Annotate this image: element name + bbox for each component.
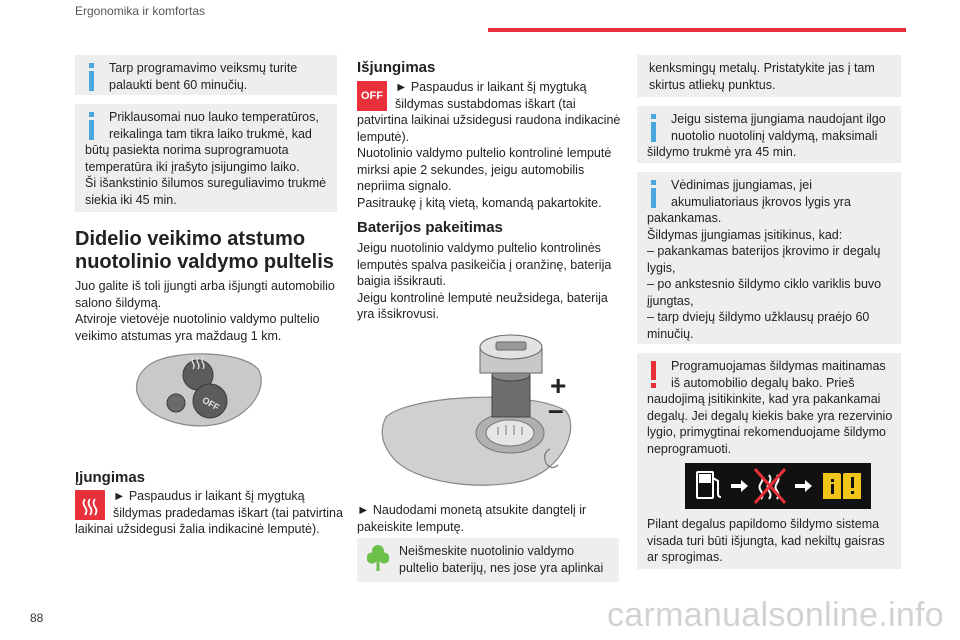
on-instruction: ► Paspaudus ir laikant šį mygtuką šildymas pradedamas iškart (tai patvirtina laikinai užsidegusi žalia indikacinė lemputė).: [75, 489, 343, 536]
battery-text: Jeigu nuotolinio valdymo pultelio kontrolinės lemputės spalva pasikeičia į oranžinę, baterija baigia išsikrauti. Jeigu kontrolinė lemputė neužsidega, baterija yra išsikrovusi.: [357, 241, 612, 321]
page-number: 88: [30, 611, 44, 625]
note-text: Priklausomai nuo lauko temperatūros, reikalinga tam tikra laiko trukmė, kad būtų pasiekta norima suprogramuota temperatūra iki įrašyto įsijungimo laiko.: [85, 110, 319, 174]
note-text: Programuojamas šildymas maitinamas iš automobilio degalų bako. Prieš naudojimą įsitikinkite, kad yra pakankamai degalų. Jei degalų kiekis bake yra rezervinio lygio, primygtinai rekomenduojame šildymo neprogramuoti.: [647, 359, 893, 456]
note-text: Šildymas įjungiamas įsitikinus, kad:: [647, 227, 843, 242]
subheading-off: Išjungimas: [357, 59, 436, 76]
info-note-ventilation: [637, 172, 901, 344]
manual-book-icon: [823, 473, 861, 499]
remote-intro: Juo galite iš toli įjungti arba išjungti automobilio salono šildymą. Atviroje vietovėje nuotolinio valdymo pultelio veikimo atstumas yra maždaug 1 km.: [75, 279, 335, 343]
note-text: Tarp programavimo veiksmų turite palaukti bent 60 minučių.: [109, 61, 298, 92]
off-instruction: OFF ► Paspaudus ir laikant šį mygtuką šildymas sustabdomas iškart (tai patvirtina laikinai užsidegusi raudona indikacinė lemputė). Nuotolinio valdymo pultelio kontrolinė lemputė mirksi apie 2 sekundes, jeigu automobilis nepriima signalo. Pasitraukę į kitą vietą, komandą pakartokite.: [357, 80, 621, 210]
note-text: Ši išankstinio šilumos sureguliavimo trukmė siekia iki 45 min.: [85, 176, 327, 207]
warning-note-fuel: [637, 353, 901, 569]
note-text: Pilant degalus papildomo šildymo sistema visada turi būti išjungta, kad nekiltų gaisras ar sprogimas.: [647, 517, 885, 564]
watermark: carmanualsonline.info: [606, 596, 944, 634]
battery-replacement-illustration: [380, 325, 580, 495]
info-icon: [85, 112, 99, 142]
note-text: kenksmingų metalų. Pristatykite jas į tam skirtus atliekų punktus.: [649, 61, 875, 92]
plus-sign: +: [550, 370, 567, 401]
heater-on-icon: [75, 490, 105, 520]
subheading-battery: Baterijos pakeitimas: [357, 219, 503, 236]
coin-instruction: ► Naudodami monetą atsukite dangtelį ir pakeiskite lemputę.: [357, 503, 587, 534]
fuel-pump-icon: [697, 472, 721, 498]
eco-note-batteries: [357, 538, 619, 582]
remote-off-label: OFF: [200, 394, 222, 413]
info-note-preheating: [75, 104, 337, 212]
warning-icon: [647, 361, 661, 391]
note-text: – po ankstesnio šildymo ciklo variklis buvo įjungtas,: [647, 277, 882, 308]
note-text: – pakankamas baterijos įkrovimo ir degalų lygis,: [647, 244, 881, 275]
header-accent-bar: [488, 28, 906, 32]
remote-control-illustration: [130, 345, 270, 430]
arrow-icon: [731, 480, 748, 492]
subheading-on: Įjungimas: [75, 469, 146, 486]
note-text: Jeigu sistema įjungiama naudojant ilgo nuotolio nuotolinį valdymą, maksimali šildymo trukmė yra 45 min.: [647, 112, 886, 159]
info-note-programming-wait: [75, 55, 337, 95]
note-text: – tarp dviejų šildymo užklausų praėjo 60 minučių.: [647, 310, 870, 341]
note-text: Neišmeskite nuotolinio valdymo pultelio baterijų, nes jose yra aplinkai: [399, 544, 604, 575]
note-text: Vėdinimas įjungiamas, jei akumuliatoriaus įkrovos lygis yra pakankamas.: [647, 178, 851, 225]
environment-leaf-icon: [367, 543, 389, 573]
eco-note-continued: [637, 55, 901, 97]
heater-off-icon: OFF: [357, 81, 387, 111]
section-heading-remote: Didelio veikimo atstumo nuotolinio valdymo pultelis: [75, 228, 334, 273]
arrow-icon: [795, 480, 812, 492]
info-icon: [85, 63, 99, 93]
fuel-pictogram: [685, 463, 871, 509]
info-note-45min: [637, 106, 901, 163]
info-icon: [647, 180, 661, 210]
minus-sign: –: [548, 394, 564, 425]
running-header: Ergonomika ir komfortas: [75, 4, 206, 18]
info-icon: [647, 114, 661, 144]
